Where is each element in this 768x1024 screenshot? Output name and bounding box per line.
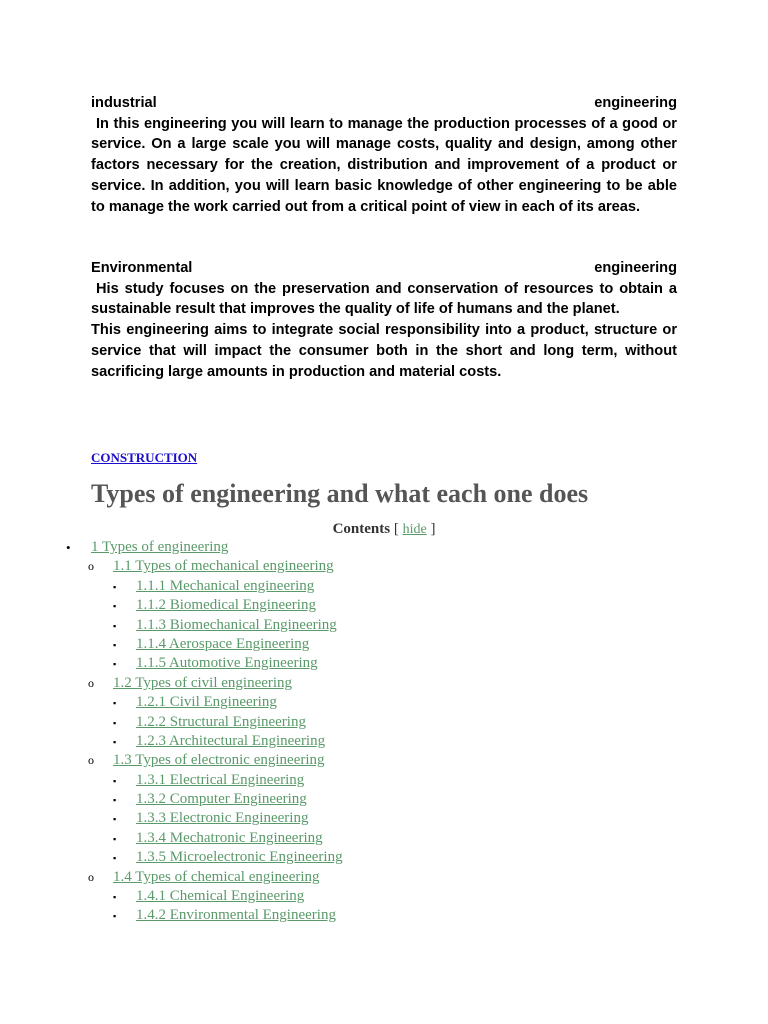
toc-link[interactable]: 1.4.1 Chemical Engineering [136,888,305,905]
toc-item-level-1 [66,538,768,557]
toc-bullet-icon: o [88,753,94,768]
environmental-heading [91,258,677,279]
toc-item-level-3 [91,635,768,654]
toc-bullet-icon: ▪ [113,717,117,728]
toc-bullet-icon: o [88,869,94,884]
table-of-contents [66,538,768,926]
toc-bullet-icon: • [66,540,71,555]
toc-item-level-3 [91,848,768,867]
toc-hide-link[interactable]: hide [402,522,427,537]
toc-link[interactable]: 1.3.1 Electrical Engineering [136,771,305,788]
toc-link[interactable]: 1.3.4 Mechatronic Engineering [136,829,323,846]
toc-bullet-icon: ▪ [113,601,117,612]
toc-link[interactable]: 1.1.2 Biomedical Engineering [136,597,316,614]
toc-item-level-3 [91,577,768,596]
toc-bullet-icon: ▪ [113,833,117,844]
environmental-paragraph-1: His study focuses on the preservation and conservation of resources to obtain a sustainable result that improves the quality of life of humans and the planet. [91,280,677,318]
toc-bullet-icon: ▪ [113,814,117,825]
toc-item-level-3 [91,771,768,790]
toc-bullet-icon: ▪ [113,698,117,709]
article-title: Types of engineering and what each one does [91,479,589,508]
toc-item-level-3 [91,596,768,615]
toc-link[interactable]: 1.2.3 Architectural Engineering [136,732,326,749]
toc-link[interactable]: 1.2.1 Civil Engineering [136,694,277,711]
toc-link[interactable]: 1.3 Types of electronic engineering [113,752,325,769]
toc-bullet-icon: ▪ [113,659,117,670]
toc-header [91,519,677,540]
toc-item-level-3 [91,809,768,828]
toc-item-level-2 [88,674,768,693]
toc-item-level-3 [91,906,768,925]
toc-bullet-icon: ▪ [113,639,117,650]
industrial-heading-right: engineering [594,95,677,111]
industrial-engineering-section [91,93,677,217]
toc-bullet-icon: ▪ [113,853,117,864]
toc-link[interactable]: 1.1.5 Automotive Engineering [136,655,318,672]
toc-link[interactable]: 1.3.5 Microelectronic Engineering [136,849,343,866]
toc-item-level-3 [91,693,768,712]
toc-link[interactable]: 1.1.1 Mechanical engineering [136,577,315,594]
toc-item-level-2 [88,868,768,887]
toc-bullet-icon: o [88,675,94,690]
toc-bullet-icon: o [88,559,94,574]
toc-bracket-close: ] [430,521,436,537]
environmental-paragraph-2: This engineering aims to integrate social responsibility into a product, structure or service that will impact the consumer both in the short and long term, without sacrificing large amounts in production and material costs. [91,322,677,380]
toc-link[interactable]: 1 Types of engineering [91,539,229,555]
toc-item-level-3 [91,713,768,732]
toc-bullet-icon: ▪ [113,620,117,631]
toc-link[interactable]: 1.2 Types of civil engineering [113,674,293,691]
toc-item-level-3 [91,654,768,673]
environmental-heading-right: engineering [594,260,677,276]
toc-item-level-3 [91,732,768,751]
toc-link[interactable]: 1.4 Types of chemical engineering [113,868,320,885]
toc-item-level-2 [88,557,768,576]
toc-item-level-3 [91,829,768,848]
toc-bracket-open: [ [393,521,399,537]
industrial-heading [91,93,677,114]
industrial-paragraph: In this engineering you will learn to manage the production processes of a good or service. On a large scale you will manage costs, quality and design, among other factors necessary for the creation, distribution and improvement of a product or service. In addition, you will learn basic knowledge of other engineering to be able to manage the work carried out from a critical point of view in each of its areas. [91,115,677,215]
toc-link[interactable]: 1.3.2 Computer Engineering [136,791,307,808]
toc-link[interactable]: 1.4.2 Environmental Engineering [136,907,336,924]
environmental-engineering-section [91,258,677,382]
toc-item-level-3 [91,887,768,906]
industrial-heading-left: industrial [91,95,157,111]
environmental-heading-left: Environmental [91,260,193,276]
category-link-construction[interactable]: CONSTRUCTION [91,450,198,465]
toc-item-level-3 [91,616,768,635]
toc-link[interactable]: 1.1.4 Aerospace Engineering [136,635,310,652]
toc-link[interactable]: 1.2.2 Structural Engineering [136,713,306,730]
toc-bullet-icon: ▪ [113,892,117,903]
toc-item-level-2 [88,751,768,770]
toc-bullet-icon: ▪ [113,911,117,922]
toc-link[interactable]: 1.3.3 Electronic Engineering [136,810,309,827]
toc-link[interactable]: 1.1.3 Biomechanical Engineering [136,616,337,633]
toc-item-level-3 [91,790,768,809]
toc-bullet-icon: ▪ [113,795,117,806]
toc-bullet-icon: ▪ [113,736,117,747]
toc-contents-label: Contents [332,521,391,537]
toc-bullet-icon: ▪ [113,775,117,786]
toc-bullet-icon: ▪ [113,581,117,592]
toc-link[interactable]: 1.1 Types of mechanical engineering [113,558,334,575]
